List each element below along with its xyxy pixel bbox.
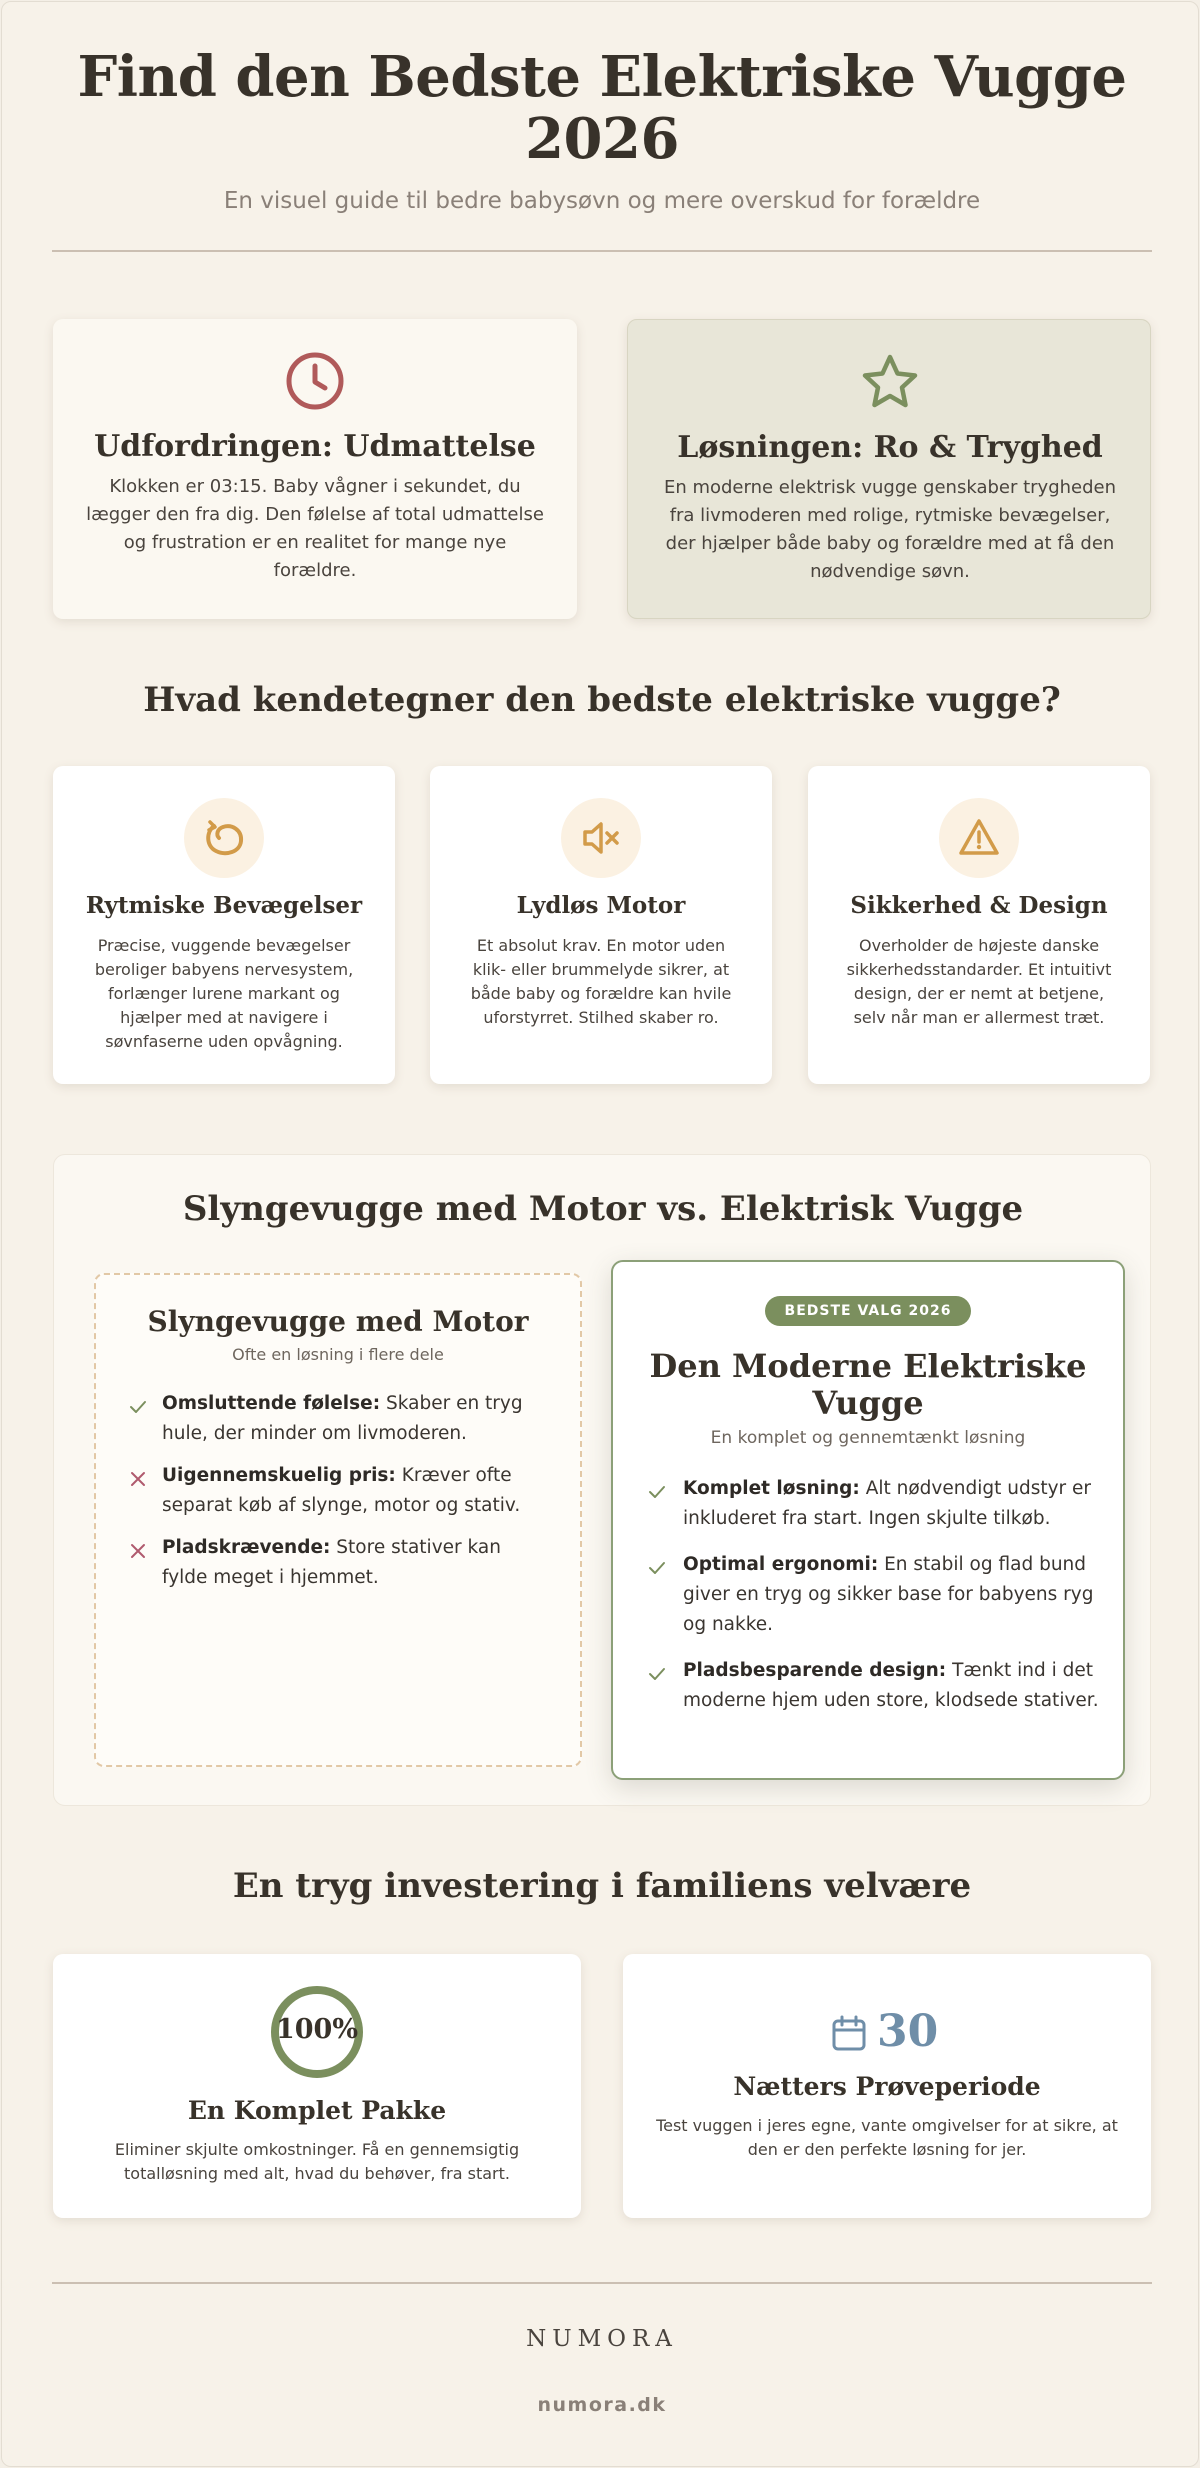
problem-text: Klokken er 03:15. Baby vågner i sekundet, du lægger den fra dig. Den følelse af total udmattelse og frustration er en realitet for mange nye forældre. — [86, 476, 544, 581]
solution-text: En moderne elektrisk vugge genskaber trygheden fra livmoderen med rolige, rytmiske bevægelser, der hjælper både baby og forældre med at få den nødvendige søvn. — [663, 477, 1117, 582]
feature-icon-circle — [939, 798, 1019, 878]
comparison-card-sling — [94, 1273, 582, 1767]
clock-icon — [285, 351, 345, 411]
package-title: En Komplet Pakke — [187, 2096, 447, 2125]
features-heading: Hvad kendetegner den bedste elektriske vugge? — [143, 680, 1061, 720]
feature-card — [808, 766, 1150, 1084]
warning-triangle-icon — [957, 816, 1001, 860]
feature-card — [430, 766, 772, 1084]
comparison-card-electric — [611, 1260, 1125, 1780]
problem-title: Udfordringen: Udmattelse — [94, 429, 536, 464]
list-item: Pladsbesparende design: Tænkt ind i det moderne hjem uden store, klodsede stativer. — [683, 1660, 1099, 1711]
page-subtitle: En visuel guide til bedre babysøvn og mere overskud for forældre — [223, 188, 981, 214]
comparison-heading: Slyngevugge med Motor vs. Elektrisk Vugge — [182, 1189, 1024, 1229]
trial-text: Test vuggen i jeres egne, vante omgivelser for at sikre, at den er den perfekte løsning for jer. — [656, 2116, 1118, 2159]
speaker-mute-icon — [579, 816, 623, 860]
list-item: Omsluttende følelse: Skaber en tryg hule, der minder om livmoderen. — [162, 1393, 523, 1444]
best-choice-badge: BEDSTE VALG 2026 — [765, 1296, 971, 1326]
sling-title: Slyngevugge med Motor — [147, 1305, 529, 1338]
cross-icon — [128, 1469, 148, 1489]
cross-icon — [128, 1541, 148, 1561]
check-icon — [128, 1397, 148, 1417]
solution-card — [627, 319, 1151, 619]
site-link[interactable]: numora.dk — [537, 2394, 667, 2416]
list-item: Pladskrævende: Store stativer kan fylde meget i hjemmet. — [162, 1537, 501, 1588]
check-icon — [647, 1558, 667, 1578]
list-item: Optimal ergonomi: En stabil og flad bund giver en tryg og sikker base for babyens ryg og nakke. — [683, 1554, 1094, 1635]
page — [1, 1, 1199, 2467]
star-icon — [860, 352, 920, 412]
feature-card — [53, 766, 395, 1084]
feature-title: Lydløs Motor — [516, 892, 686, 919]
solution-title: Løsningen: Ro & Tryghed — [677, 430, 1103, 465]
feature-icon-circle — [561, 798, 641, 878]
list-item: Uigennemskuelig pris: Kræver ofte separat køb af slynge, motor og stativ. — [162, 1465, 521, 1516]
check-icon — [647, 1664, 667, 1684]
divider — [52, 250, 1152, 252]
sling-subtitle: Ofte en løsning i flere dele — [232, 1345, 444, 1364]
feature-title: Rytmiske Bevægelser — [85, 892, 363, 919]
trial-title: Nætters Prøveperiode — [733, 2072, 1041, 2101]
trial-card — [623, 1954, 1151, 2218]
feature-text: Præcise, vuggende bevægelser beroliger babyens nervesystem, forlænger lurene markant og hjælper med at navigere i søvnfaserne uden opvågning. — [94, 936, 354, 1051]
investment-heading: En tryg investering i familiens velvære — [232, 1866, 972, 1906]
package-card — [53, 1954, 581, 2218]
footer-divider — [52, 2282, 1152, 2284]
list-item: Komplet løsning: Alt nødvendigt udstyr er inkluderet fra start. Ingen skjulte tilkøb. — [683, 1478, 1092, 1529]
package-text: Eliminer skjulte omkostninger. Få en gennemsigtig totalløsning med alt, hvad du behøver, fra start. — [114, 2140, 520, 2183]
comparison-section — [53, 1154, 1151, 1806]
trial-number: 30 — [877, 2006, 939, 2057]
calendar-icon — [831, 2014, 867, 2052]
problem-card — [53, 319, 577, 619]
page-title: Find den Bedste Elektriske Vugge 2026 — [77, 44, 1127, 172]
feature-title: Sikkerhed & Design — [850, 892, 1108, 919]
electric-title: Den Moderne Elektriske Vugge — [649, 1347, 1087, 1422]
feature-icon-circle — [184, 798, 264, 878]
brand-logo: NUMORA — [526, 2326, 678, 2352]
check-icon — [647, 1482, 667, 1502]
feature-text: Et absolut krav. En motor uden klik- eller brummelyde sikrer, at både baby og forældre kan hvile uforstyrret. Stilhed skaber ro. — [470, 936, 732, 1027]
feature-text: Overholder de højeste danske sikkerhedsstandarder. Et intuitivt design, der er nemt at betjene, selv når man er allermest træt. — [846, 936, 1112, 1027]
percent-value: 100% — [275, 2014, 358, 2045]
electric-subtitle: En komplet og gennemtænkt løsning — [710, 1428, 1026, 1448]
rocking-motion-icon — [202, 816, 246, 860]
